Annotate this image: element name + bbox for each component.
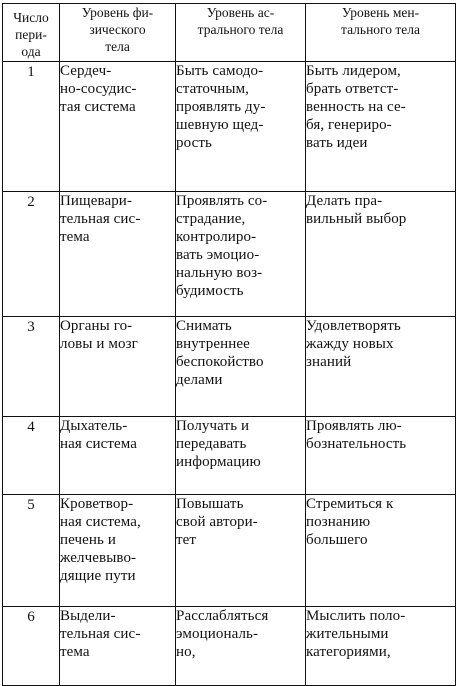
- mental-level: Делать пра- вильный выбор: [306, 192, 456, 317]
- mental-level: Удовлетворять жажду новых знаний: [306, 317, 456, 417]
- astral-level: Повышать свой автори- тет: [176, 495, 306, 607]
- mental-level: Мыслить поло- жительными категориями,: [306, 607, 456, 686]
- table-row: [3, 607, 456, 686]
- period-number: 5: [3, 495, 60, 607]
- physical-level: Кроветвор- ная система, печень и желчевыво- дящие пути: [60, 495, 176, 607]
- table-row: [3, 417, 456, 495]
- table-row: [3, 62, 456, 192]
- mental-level: Быть лидером, брать ответст- венность на се- бя, генериро- вать идеи: [306, 62, 456, 192]
- header-row: [3, 4, 456, 62]
- period-number: 6: [3, 607, 60, 686]
- table-row: [3, 317, 456, 417]
- mental-level: Стремиться к познанию большего: [306, 495, 456, 607]
- physical-level: Сердеч- но-сосудис- тая система: [60, 62, 176, 192]
- physical-level: Пищевари- тельная сис- тема: [60, 192, 176, 317]
- astral-level: Снимать внутреннее беспокойство делами: [176, 317, 306, 417]
- table-row: [3, 495, 456, 607]
- physical-level: Дыхатель- ная система: [60, 417, 176, 495]
- header-mental-body: Уровень мен- тального тела: [306, 4, 456, 62]
- astral-level: Проявлять со- страдание, контролиро- вать эмоцио- нальную воз- будимость: [176, 192, 306, 317]
- period-number: 3: [3, 317, 60, 417]
- mental-level: Проявлять лю- бознательность: [306, 417, 456, 495]
- physical-level: Выдели- тельная сис- тема: [60, 607, 176, 686]
- header-physical-body: Уровень фи- зического тела: [60, 4, 176, 62]
- header-astral-body: Уровень ас- трального тела: [176, 4, 306, 62]
- header-period-number: Число пери- ода: [3, 4, 60, 62]
- period-levels-table: [2, 3, 456, 686]
- table-row: [3, 192, 456, 317]
- period-number: 2: [3, 192, 60, 317]
- astral-level: Расслабляться эмоциональ- но,: [176, 607, 306, 686]
- physical-level: Органы го- ловы и мозг: [60, 317, 176, 417]
- period-number: 1: [3, 62, 60, 192]
- astral-level: Быть самодо- статочным, проявлять ду- шевную щед- рость: [176, 62, 306, 192]
- period-number: 4: [3, 417, 60, 495]
- astral-level: Получать и передавать информацию: [176, 417, 306, 495]
